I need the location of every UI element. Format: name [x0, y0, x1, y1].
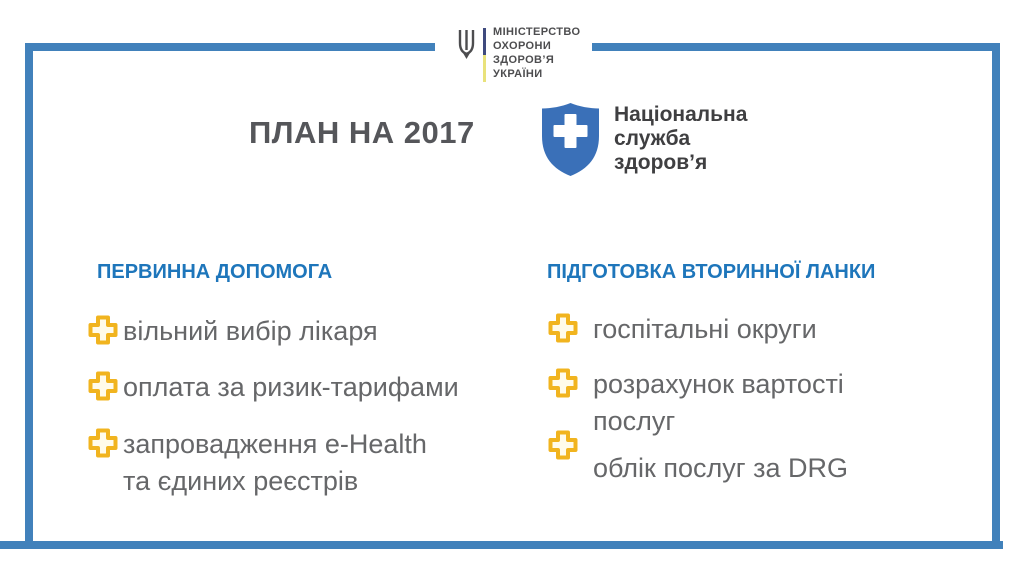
ministry-logo — [457, 25, 580, 82]
list-item-text — [123, 313, 378, 350]
trident-icon — [457, 28, 476, 64]
list-item-line: госпітальні округи — [593, 314, 817, 344]
frame-border-top-right — [592, 43, 1000, 51]
frame-border-bottom — [0, 541, 1003, 549]
ministry-name-line: МІНІСТЕРСТВО — [493, 26, 581, 38]
cross-bullet-icon — [548, 368, 578, 403]
list-item-line: послуг — [593, 406, 676, 436]
frame-border-top-left — [25, 43, 435, 51]
list-item-line: облік послуг за DRG — [593, 453, 848, 483]
list-item-text — [593, 311, 817, 348]
flag-divider — [483, 28, 486, 82]
nszu-name-line: Національна — [614, 103, 748, 126]
cross-bullet-icon — [548, 313, 578, 348]
list-item-text — [123, 426, 427, 500]
cross-bullet-icon — [88, 315, 118, 350]
list-item — [88, 313, 378, 350]
list-item-text — [123, 369, 459, 406]
list-item — [88, 426, 427, 500]
list-item — [88, 369, 459, 406]
frame-border-right — [992, 43, 1000, 549]
list-item-text — [593, 450, 848, 487]
shield-cross-icon — [540, 102, 601, 182]
list-item — [548, 311, 817, 348]
list-item-line: та єдиних реєстрів — [123, 466, 359, 496]
nszu-name-line: здоров’я — [614, 151, 708, 174]
left-column-header: ПЕРВИННА ДОПОМОГА — [97, 261, 333, 283]
cross-bullet-icon — [548, 430, 578, 465]
ministry-name — [493, 25, 580, 81]
nszu-logo — [540, 102, 747, 182]
list-item-line: оплата за ризик-тарифами — [123, 372, 459, 402]
list-item — [548, 428, 848, 487]
cross-bullet-icon — [88, 371, 118, 406]
nszu-name-line: служба — [614, 127, 691, 150]
right-column-header: ПІДГОТОВКА ВТОРИННОЇ ЛАНКИ — [547, 261, 876, 283]
ministry-name-line: ОХОРОНИ — [493, 40, 552, 52]
frame-border-left — [25, 43, 33, 549]
ministry-name-line: ЗДОРОВ’Я — [493, 54, 555, 66]
nszu-name — [614, 103, 747, 175]
page-title: ПЛАН НА 2017 — [249, 115, 475, 150]
list-item-line: запровадження e-Health — [123, 429, 427, 459]
ministry-name-line: УКРАЇНИ — [493, 68, 543, 80]
cross-bullet-icon — [88, 428, 118, 463]
list-item-line: розрахунок вартості — [593, 369, 844, 399]
list-item-line: вільний вибір лікаря — [123, 316, 378, 346]
